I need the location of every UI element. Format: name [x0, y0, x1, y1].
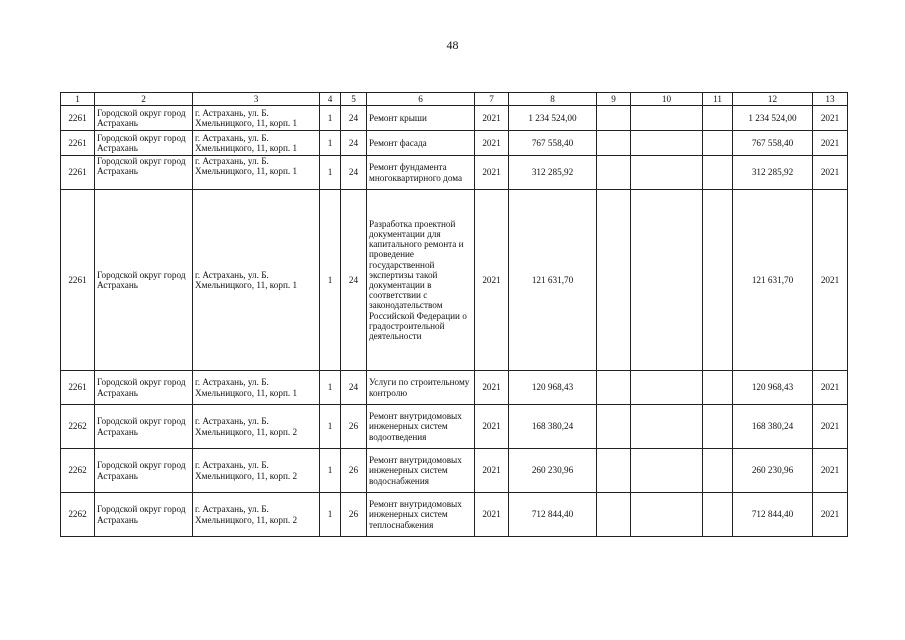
col9-value [597, 405, 631, 449]
year: 2021 [475, 449, 509, 493]
column-header: 11 [703, 93, 733, 106]
municipality: Городской округ город Астрахань [95, 190, 193, 371]
table-row [61, 156, 848, 190]
municipality: Городской округ город Астрахань [95, 493, 193, 537]
col4-value: 1 [320, 156, 341, 190]
total-cost: 121 631,70 [509, 190, 597, 371]
table-row [61, 190, 848, 371]
table-row [61, 449, 848, 493]
col11-value [703, 190, 733, 371]
col4-value: 1 [320, 131, 341, 156]
address: г. Астрахань, ул. Б. Хмельницкого, 11, корп. 2 [193, 405, 320, 449]
col4-value: 1 [320, 106, 341, 131]
col4-value: 1 [320, 190, 341, 371]
house-code: 2262 [61, 449, 95, 493]
address: г. Астрахань, ул. Б. Хмельницкого, 11, корп. 2 [193, 449, 320, 493]
col12-amount: 168 380,24 [733, 405, 813, 449]
col10-value [631, 371, 703, 405]
column-header: 5 [341, 93, 367, 106]
col10-value [631, 190, 703, 371]
total-cost: 767 558,40 [509, 131, 597, 156]
col5-value: 26 [341, 449, 367, 493]
municipality: Городской округ город Астрахань [95, 405, 193, 449]
col4-value: 1 [320, 371, 341, 405]
municipality: Городской округ город Астрахань [95, 449, 193, 493]
col11-value [703, 493, 733, 537]
address: г. Астрахань, ул. Б. Хмельницкого, 11, корп. 1 [193, 156, 320, 190]
column-header: 2 [95, 93, 193, 106]
work-type: Ремонт крыши [367, 106, 475, 131]
col11-value [703, 106, 733, 131]
column-header: 9 [597, 93, 631, 106]
address: г. Астрахань, ул. Б. Хмельницкого, 11, корп. 1 [193, 131, 320, 156]
column-header: 4 [320, 93, 341, 106]
work-type: Ремонт внутридомовых инженерных систем водоснабжения [367, 449, 475, 493]
col11-value [703, 371, 733, 405]
col12-amount: 767 558,40 [733, 131, 813, 156]
year: 2021 [475, 371, 509, 405]
column-header: 6 [367, 93, 475, 106]
column-header: 13 [813, 93, 848, 106]
house-code: 2261 [61, 131, 95, 156]
completion-year: 2021 [813, 131, 848, 156]
address: г. Астрахань, ул. Б. Хмельницкого, 11, корп. 1 [193, 190, 320, 371]
total-cost: 312 285,92 [509, 156, 597, 190]
col11-value [703, 156, 733, 190]
col12-amount: 712 844,40 [733, 493, 813, 537]
col12-amount: 120 968,43 [733, 371, 813, 405]
col5-value: 26 [341, 493, 367, 537]
col4-value: 1 [320, 493, 341, 537]
col5-value: 24 [341, 371, 367, 405]
work-type: Разработка проектной документации для капитального ремонта и проведение государственной экспертизы такой документации в соответствии с законодательством Российской Федерации о градостроительной деятельности [367, 190, 475, 371]
house-code: 2261 [61, 156, 95, 190]
year: 2021 [475, 156, 509, 190]
house-code: 2262 [61, 405, 95, 449]
house-code: 2261 [61, 190, 95, 371]
table-row [61, 405, 848, 449]
col10-value [631, 493, 703, 537]
address: г. Астрахань, ул. Б. Хмельницкого, 11, корп. 1 [193, 106, 320, 131]
col12-amount: 1 234 524,00 [733, 106, 813, 131]
col5-value: 26 [341, 405, 367, 449]
table-row [61, 493, 848, 537]
col5-value: 24 [341, 156, 367, 190]
col10-value [631, 106, 703, 131]
address: г. Астрахань, ул. Б. Хмельницкого, 11, корп. 2 [193, 493, 320, 537]
col12-amount: 121 631,70 [733, 190, 813, 371]
column-header: 10 [631, 93, 703, 106]
year: 2021 [475, 131, 509, 156]
completion-year: 2021 [813, 156, 848, 190]
col11-value [703, 449, 733, 493]
total-cost: 712 844,40 [509, 493, 597, 537]
col10-value [631, 405, 703, 449]
table-row [61, 106, 848, 131]
year: 2021 [475, 190, 509, 371]
year: 2021 [475, 405, 509, 449]
completion-year: 2021 [813, 449, 848, 493]
col9-value [597, 131, 631, 156]
col11-value [703, 131, 733, 156]
work-type: Услуги по строительному контролю [367, 371, 475, 405]
completion-year: 2021 [813, 190, 848, 371]
col4-value: 1 [320, 405, 341, 449]
address: г. Астрахань, ул. Б. Хмельницкого, 11, корп. 1 [193, 371, 320, 405]
repair-registry-table [60, 92, 848, 537]
col11-value [703, 405, 733, 449]
col9-value [597, 449, 631, 493]
completion-year: 2021 [813, 493, 848, 537]
column-header: 12 [733, 93, 813, 106]
col12-amount: 312 285,92 [733, 156, 813, 190]
total-cost: 120 968,43 [509, 371, 597, 405]
column-header: 8 [509, 93, 597, 106]
completion-year: 2021 [813, 106, 848, 131]
col10-value [631, 156, 703, 190]
municipality: Городской округ город Астрахань [95, 371, 193, 405]
completion-year: 2021 [813, 371, 848, 405]
page-number: 48 [446, 38, 459, 52]
col9-value [597, 371, 631, 405]
table-row [61, 371, 848, 405]
house-code: 2261 [61, 106, 95, 131]
total-cost: 260 230,96 [509, 449, 597, 493]
house-code: 2261 [61, 371, 95, 405]
column-number-row [61, 93, 848, 106]
house-code: 2262 [61, 493, 95, 537]
column-header: 3 [193, 93, 320, 106]
column-header: 7 [475, 93, 509, 106]
year: 2021 [475, 493, 509, 537]
table-row [61, 131, 848, 156]
col9-value [597, 493, 631, 537]
col9-value [597, 106, 631, 131]
col10-value [631, 131, 703, 156]
col5-value: 24 [341, 106, 367, 131]
total-cost: 168 380,24 [509, 405, 597, 449]
work-type: Ремонт внутридомовых инженерных систем теплоснабжения [367, 493, 475, 537]
col5-value: 24 [341, 131, 367, 156]
work-type: Ремонт внутридомовых инженерных систем водоотведения [367, 405, 475, 449]
total-cost: 1 234 524,00 [509, 106, 597, 131]
work-type: Ремонт фундамента многоквартирного дома [367, 156, 475, 190]
work-type: Ремонт фасада [367, 131, 475, 156]
col12-amount: 260 230,96 [733, 449, 813, 493]
col10-value [631, 449, 703, 493]
municipality: Городской округ город Астрахань [95, 131, 193, 156]
column-header: 1 [61, 93, 95, 106]
col9-value [597, 190, 631, 371]
col4-value: 1 [320, 449, 341, 493]
municipality: Городской округ город Астрахань [95, 156, 193, 190]
municipality: Городской округ город Астрахань [95, 106, 193, 131]
col9-value [597, 156, 631, 190]
completion-year: 2021 [813, 405, 848, 449]
col5-value: 24 [341, 190, 367, 371]
year: 2021 [475, 106, 509, 131]
